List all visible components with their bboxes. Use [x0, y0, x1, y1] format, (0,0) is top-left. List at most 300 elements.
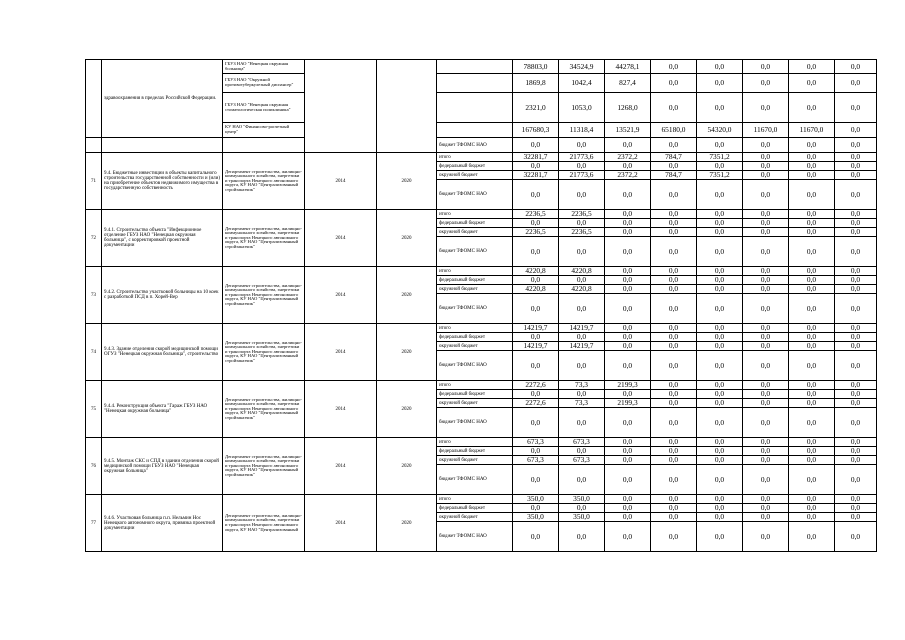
value-cell: 0,0: [697, 60, 743, 74]
row-source: бюджет ТФОМС НАО: [437, 465, 513, 495]
value-cell: 0,0: [697, 210, 743, 219]
row-source: окружной бюджет: [437, 228, 513, 237]
row-year-end: [377, 60, 437, 153]
value-cell: 0,0: [835, 171, 877, 180]
row-source: итого: [437, 381, 513, 390]
value-cell: 0,0: [513, 162, 559, 171]
value-cell: 0,0: [697, 285, 743, 294]
value-cell: 0,0: [789, 237, 835, 267]
value-cell: 4220,8: [513, 285, 559, 294]
value-cell: 0,0: [513, 408, 559, 438]
value-cell: 0,0: [789, 294, 835, 324]
value-cell: 0,0: [743, 522, 789, 552]
value-cell: 0,0: [743, 408, 789, 438]
value-cell: 0,0: [559, 219, 605, 228]
value-cell: 0,0: [789, 162, 835, 171]
table-row: [86, 495, 877, 504]
row-source: окружной бюджет: [437, 171, 513, 180]
value-cell: 0,0: [559, 294, 605, 324]
row-source: федеральный бюджет: [437, 504, 513, 513]
value-cell: 0,0: [743, 495, 789, 504]
value-cell: 0,0: [697, 93, 743, 123]
value-cell: 0,0: [559, 504, 605, 513]
row-number: 71: [86, 153, 102, 210]
table-body: [86, 60, 877, 552]
value-cell: 0,0: [835, 399, 877, 408]
value-cell: 0,0: [789, 333, 835, 342]
value-cell: 0,0: [605, 465, 651, 495]
row-source: бюджет ТФОМС НАО: [437, 237, 513, 267]
value-cell: 0,0: [743, 60, 789, 74]
value-cell: 0,0: [743, 504, 789, 513]
row-number: 73: [86, 267, 102, 324]
row-number: 76: [86, 438, 102, 495]
row-source: бюджет ТФОМС НАО: [437, 522, 513, 552]
value-cell: 0,0: [697, 495, 743, 504]
row-year-end: 2020: [377, 495, 437, 552]
value-cell: 14219,7: [559, 342, 605, 351]
value-cell: 0,0: [559, 408, 605, 438]
value-cell: 0,0: [559, 333, 605, 342]
value-cell: 4220,8: [559, 285, 605, 294]
value-cell: 0,0: [789, 456, 835, 465]
value-cell: 0,0: [697, 180, 743, 210]
row-year-end: 2020: [377, 381, 437, 438]
value-cell: 0,0: [743, 171, 789, 180]
value-cell: 0,0: [743, 294, 789, 324]
row-number: 72: [86, 210, 102, 267]
value-cell: 0,0: [605, 522, 651, 552]
value-cell: 0,0: [835, 408, 877, 438]
value-cell: 0,0: [743, 74, 789, 93]
row-number: 77: [86, 495, 102, 552]
value-cell: 0,0: [605, 294, 651, 324]
row-source: федеральный бюджет: [437, 162, 513, 171]
value-cell: 11318,4: [559, 123, 605, 138]
value-cell: 0,0: [697, 324, 743, 333]
row-name: 9.4.6. Участковая больница п.п. Нельмин Нос Ненецкого автономного округа, привязка проектной документации: [102, 495, 223, 552]
value-cell: 0,0: [789, 381, 835, 390]
value-cell: 4220,8: [513, 267, 559, 276]
value-cell: 73,3: [559, 381, 605, 390]
value-cell: 0,0: [559, 237, 605, 267]
row-year-start: 2014: [305, 324, 377, 381]
value-cell: 673,3: [559, 438, 605, 447]
value-cell: 0,0: [789, 504, 835, 513]
row-source: [437, 93, 513, 123]
value-cell: 0,0: [743, 438, 789, 447]
value-cell: 0,0: [697, 162, 743, 171]
value-cell: 0,0: [513, 276, 559, 285]
row-number: [86, 60, 102, 138]
row-year-start: 2014: [305, 438, 377, 495]
value-cell: 0,0: [697, 504, 743, 513]
value-cell: 0,0: [697, 351, 743, 381]
value-cell: 0,0: [513, 237, 559, 267]
value-cell: 0,0: [651, 228, 697, 237]
row-responsible: Департамент строительства, жилищно-коммунального хозяйства, энергетики и транспорта Ненецкого автономного округа, КУ НАО "Централизованный стройзаказчик": [223, 324, 305, 381]
value-cell: 0,0: [835, 60, 877, 74]
value-cell: 0,0: [835, 123, 877, 138]
value-cell: 0,0: [789, 285, 835, 294]
value-cell: 0,0: [513, 522, 559, 552]
value-cell: 0,0: [697, 267, 743, 276]
value-cell: 350,0: [559, 513, 605, 522]
value-cell: 0,0: [559, 390, 605, 399]
value-cell: 54320,0: [697, 123, 743, 138]
value-cell: 0,0: [605, 351, 651, 381]
value-cell: 0,0: [835, 267, 877, 276]
row-name: [102, 138, 223, 153]
value-cell: 0,0: [651, 447, 697, 456]
row-source: окружной бюджет: [437, 342, 513, 351]
row-responsible: ГБУЗ НАО "Ненецкая окружная стоматологическая поликлиника": [223, 93, 305, 123]
row-responsible: Департамент строительства, жилищно-коммунального хозяйства, энергетики и транспорта Ненецкого автономного округа, КУ НАО "Централизованный стройзаказчик": [223, 267, 305, 324]
value-cell: 65180,0: [651, 123, 697, 138]
value-cell: 0,0: [743, 324, 789, 333]
value-cell: 14219,7: [513, 342, 559, 351]
value-cell: 11670,0: [743, 123, 789, 138]
value-cell: 0,0: [743, 267, 789, 276]
value-cell: 0,0: [835, 438, 877, 447]
value-cell: 0,0: [651, 381, 697, 390]
value-cell: 0,0: [651, 276, 697, 285]
row-year-start: [305, 60, 377, 153]
row-responsible: [223, 138, 305, 153]
value-cell: 0,0: [835, 285, 877, 294]
value-cell: 2199,3: [605, 399, 651, 408]
row-responsible: Департамент строительства, жилищно-коммунального хозяйства, энергетики и транспорта Ненецкого автономного округа, КУ НАО "Централизованный стройзаказчик": [223, 438, 305, 495]
row-year-start: 2014: [305, 381, 377, 438]
value-cell: 827,4: [605, 74, 651, 93]
value-cell: 0,0: [559, 180, 605, 210]
value-cell: 2236,5: [559, 210, 605, 219]
value-cell: 0,0: [835, 180, 877, 210]
value-cell: 0,0: [743, 342, 789, 351]
value-cell: 0,0: [697, 408, 743, 438]
value-cell: 0,0: [697, 74, 743, 93]
row-year-start: 2014: [305, 153, 377, 210]
table-row: [86, 210, 877, 219]
value-cell: 0,0: [835, 237, 877, 267]
value-cell: 0,0: [651, 237, 697, 267]
row-name: 9.4.5. Монтаж СКС и СПД в здании отделения скорой медицинской помощи ГБУЗ НАО "Ненецкая окружная больница": [102, 438, 223, 495]
value-cell: 0,0: [835, 162, 877, 171]
value-cell: 0,0: [835, 74, 877, 93]
row-year-end: 2020: [377, 267, 437, 324]
row-name: 9.4.3. Здание отделения скорой медицинской помощи ОГУЗ "Ненецкая окружная больница", строительство: [102, 324, 223, 381]
value-cell: 0,0: [559, 138, 605, 153]
value-cell: 0,0: [605, 285, 651, 294]
value-cell: 0,0: [743, 219, 789, 228]
row-source: окружной бюджет: [437, 513, 513, 522]
value-cell: 0,0: [743, 456, 789, 465]
table-row: [86, 267, 877, 276]
row-name: 9.4.2. Строительство участковой больницы на 10 коек с разработкой ПСД в п. Хорей-Вер: [102, 267, 223, 324]
value-cell: 167680,3: [513, 123, 559, 138]
value-cell: 0,0: [743, 333, 789, 342]
value-cell: 1053,0: [559, 93, 605, 123]
value-cell: 0,0: [605, 513, 651, 522]
value-cell: 0,0: [697, 399, 743, 408]
value-cell: 2199,3: [605, 381, 651, 390]
value-cell: 0,0: [743, 162, 789, 171]
value-cell: 0,0: [651, 324, 697, 333]
value-cell: 0,0: [605, 210, 651, 219]
value-cell: 4220,8: [559, 267, 605, 276]
row-source: бюджет ТФОМС НАО: [437, 180, 513, 210]
value-cell: 21773,6: [559, 171, 605, 180]
value-cell: 0,0: [651, 60, 697, 74]
value-cell: 7351,2: [697, 171, 743, 180]
value-cell: 0,0: [559, 351, 605, 381]
value-cell: 0,0: [605, 180, 651, 210]
value-cell: 0,0: [651, 333, 697, 342]
row-number: 74: [86, 324, 102, 381]
value-cell: 0,0: [789, 399, 835, 408]
value-cell: 350,0: [513, 495, 559, 504]
value-cell: 0,0: [789, 219, 835, 228]
value-cell: 0,0: [559, 276, 605, 285]
value-cell: 0,0: [835, 276, 877, 285]
value-cell: 0,0: [513, 180, 559, 210]
row-source: федеральный бюджет: [437, 219, 513, 228]
value-cell: 0,0: [605, 438, 651, 447]
value-cell: 0,0: [789, 447, 835, 456]
row-source: бюджет ТФОМС НАО: [437, 138, 513, 153]
value-cell: 0,0: [743, 399, 789, 408]
value-cell: 0,0: [697, 381, 743, 390]
value-cell: 0,0: [743, 180, 789, 210]
value-cell: 0,0: [697, 522, 743, 552]
value-cell: 0,0: [651, 504, 697, 513]
value-cell: 0,0: [605, 267, 651, 276]
value-cell: 32281,7: [513, 171, 559, 180]
table-row: [86, 438, 877, 447]
value-cell: 0,0: [605, 495, 651, 504]
value-cell: 0,0: [835, 294, 877, 324]
value-cell: 0,0: [835, 522, 877, 552]
table-row: [86, 381, 877, 390]
row-year-end: 2020: [377, 153, 437, 210]
value-cell: 0,0: [513, 351, 559, 381]
value-cell: 0,0: [651, 438, 697, 447]
value-cell: 0,0: [605, 447, 651, 456]
value-cell: 0,0: [789, 267, 835, 276]
value-cell: 2236,5: [559, 228, 605, 237]
value-cell: 0,0: [789, 138, 835, 153]
value-cell: 0,0: [789, 438, 835, 447]
value-cell: 0,0: [651, 342, 697, 351]
value-cell: 0,0: [835, 351, 877, 381]
value-cell: 0,0: [605, 138, 651, 153]
value-cell: 0,0: [559, 522, 605, 552]
value-cell: 0,0: [835, 381, 877, 390]
value-cell: 0,0: [605, 333, 651, 342]
value-cell: 0,0: [789, 60, 835, 74]
value-cell: 1869,8: [513, 74, 559, 93]
value-cell: 0,0: [559, 162, 605, 171]
value-cell: 673,3: [513, 456, 559, 465]
value-cell: 7351,2: [697, 153, 743, 162]
value-cell: 0,0: [743, 513, 789, 522]
value-cell: 14219,7: [559, 324, 605, 333]
row-responsible: ГБУЗ НАО "Окружной противотуберкулезный диспансер": [223, 74, 305, 93]
value-cell: 0,0: [743, 93, 789, 123]
row-year-start: 2014: [305, 210, 377, 267]
value-cell: 0,0: [651, 267, 697, 276]
value-cell: 14219,7: [513, 324, 559, 333]
row-year-end: 2020: [377, 324, 437, 381]
table-row: [86, 138, 877, 153]
row-source: окружной бюджет: [437, 399, 513, 408]
value-cell: 0,0: [743, 138, 789, 153]
value-cell: 0,0: [743, 153, 789, 162]
value-cell: 0,0: [789, 171, 835, 180]
value-cell: 0,0: [651, 219, 697, 228]
row-source: окружной бюджет: [437, 285, 513, 294]
value-cell: 0,0: [651, 408, 697, 438]
value-cell: 0,0: [743, 447, 789, 456]
value-cell: 44278,1: [605, 60, 651, 74]
value-cell: 0,0: [605, 456, 651, 465]
value-cell: 0,0: [651, 180, 697, 210]
value-cell: 350,0: [559, 495, 605, 504]
value-cell: 0,0: [835, 333, 877, 342]
row-name: здравоохранения в пределах Российской Федерации.: [102, 60, 223, 138]
row-source: бюджет ТФОМС НАО: [437, 408, 513, 438]
value-cell: 0,0: [697, 456, 743, 465]
value-cell: 78803,0: [513, 60, 559, 74]
value-cell: 0,0: [651, 456, 697, 465]
value-cell: 0,0: [513, 504, 559, 513]
value-cell: 0,0: [743, 390, 789, 399]
value-cell: 0,0: [605, 324, 651, 333]
value-cell: 0,0: [697, 390, 743, 399]
value-cell: 0,0: [605, 276, 651, 285]
value-cell: 0,0: [835, 513, 877, 522]
row-responsible: Департамент строительства, жилищно-коммунального хозяйства, энергетики и транспорта Ненецкого автономного округа, КУ НАО "Централизованный: [223, 495, 305, 552]
value-cell: 0,0: [835, 495, 877, 504]
value-cell: 0,0: [605, 504, 651, 513]
value-cell: 0,0: [559, 465, 605, 495]
value-cell: 673,3: [513, 438, 559, 447]
value-cell: 73,3: [559, 399, 605, 408]
value-cell: 0,0: [651, 522, 697, 552]
value-cell: 0,0: [697, 138, 743, 153]
value-cell: 0,0: [697, 237, 743, 267]
value-cell: 2372,2: [605, 171, 651, 180]
value-cell: 11670,0: [789, 123, 835, 138]
value-cell: 0,0: [605, 408, 651, 438]
row-source: итого: [437, 495, 513, 504]
value-cell: 0,0: [513, 447, 559, 456]
value-cell: 21773,6: [559, 153, 605, 162]
value-cell: 2372,2: [605, 153, 651, 162]
value-cell: 0,0: [835, 390, 877, 399]
value-cell: 0,0: [789, 522, 835, 552]
value-cell: 0,0: [835, 219, 877, 228]
value-cell: 0,0: [651, 465, 697, 495]
value-cell: 2236,5: [513, 210, 559, 219]
value-cell: 1268,0: [605, 93, 651, 123]
value-cell: 0,0: [789, 324, 835, 333]
value-cell: 0,0: [789, 495, 835, 504]
value-cell: 0,0: [697, 333, 743, 342]
value-cell: 0,0: [835, 93, 877, 123]
row-year-end: 2020: [377, 438, 437, 495]
row-source: итого: [437, 438, 513, 447]
value-cell: 0,0: [651, 285, 697, 294]
value-cell: 0,0: [789, 408, 835, 438]
value-cell: 0,0: [835, 228, 877, 237]
value-cell: 0,0: [513, 294, 559, 324]
value-cell: 0,0: [789, 210, 835, 219]
value-cell: 0,0: [743, 465, 789, 495]
value-cell: 0,0: [697, 294, 743, 324]
value-cell: 0,0: [789, 276, 835, 285]
value-cell: 0,0: [513, 138, 559, 153]
value-cell: 0,0: [697, 276, 743, 285]
budget-table: [85, 59, 877, 552]
row-responsible: КУ НАО "Финансово-расчетный центр": [223, 123, 305, 138]
value-cell: 0,0: [605, 219, 651, 228]
value-cell: 0,0: [697, 342, 743, 351]
value-cell: 0,0: [789, 74, 835, 93]
value-cell: 784,7: [651, 171, 697, 180]
row-responsible: Департамент строительства, жилищно-коммунального хозяйства, энергетики и транспорта Ненецкого автономного округа, КУ НАО "Централизованный стройзаказчик": [223, 381, 305, 438]
value-cell: 0,0: [789, 342, 835, 351]
row-source: [437, 123, 513, 138]
row-source: итого: [437, 153, 513, 162]
value-cell: 0,0: [559, 447, 605, 456]
row-year-start: 2014: [305, 495, 377, 552]
value-cell: 0,0: [513, 219, 559, 228]
row-source: [437, 60, 513, 74]
row-year-end: 2020: [377, 210, 437, 267]
value-cell: 0,0: [651, 351, 697, 381]
value-cell: 0,0: [651, 74, 697, 93]
row-responsible: Департамент строительства, жилищно-коммунального хозяйства, энергетики и транспорта Ненецкого автономного округа, КУ НАО "Централизованный стройзаказчик": [223, 210, 305, 267]
value-cell: 0,0: [789, 513, 835, 522]
row-source: итого: [437, 267, 513, 276]
value-cell: 0,0: [697, 438, 743, 447]
value-cell: 0,0: [513, 333, 559, 342]
table-row: [86, 153, 877, 162]
value-cell: 0,0: [605, 342, 651, 351]
value-cell: 350,0: [513, 513, 559, 522]
value-cell: 2272,6: [513, 381, 559, 390]
value-cell: 0,0: [743, 228, 789, 237]
row-responsible: ГБУЗ НАО "Ненецкая окружная больница": [223, 60, 305, 74]
value-cell: 0,0: [789, 93, 835, 123]
row-source: окружной бюджет: [437, 456, 513, 465]
value-cell: 0,0: [835, 210, 877, 219]
row-source: [437, 74, 513, 93]
value-cell: 0,0: [651, 210, 697, 219]
row-number: 75: [86, 381, 102, 438]
value-cell: 34524,9: [559, 60, 605, 74]
value-cell: 0,0: [743, 381, 789, 390]
row-name: 9.4. Бюджетные инвестиции в объекты капитального строительства государственной собственности и (или) на приобретение объектов недвижимого имущества в государственную собственность: [102, 153, 223, 210]
row-responsible: Департамент строительства, жилищно-коммунального хозяйства, энергетики и транспорта Ненецкого автономного округа, КУ НАО "Централизованный стройзаказчик": [223, 153, 305, 210]
value-cell: 0,0: [835, 447, 877, 456]
value-cell: 0,0: [605, 237, 651, 267]
value-cell: 0,0: [835, 342, 877, 351]
value-cell: 0,0: [651, 162, 697, 171]
value-cell: 0,0: [835, 153, 877, 162]
value-cell: 0,0: [743, 210, 789, 219]
